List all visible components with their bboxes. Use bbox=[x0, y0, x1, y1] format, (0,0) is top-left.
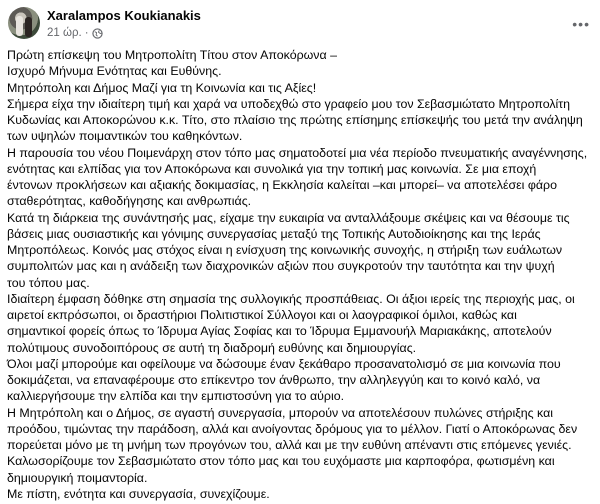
more-options-icon[interactable]: ••• bbox=[572, 16, 590, 32]
post-text-line: πολύτιμους συνοδοιπόρους σε αυτή τη διαδρομή ευθύνης και δημιουργίας. bbox=[7, 340, 417, 355]
post-text-line: καλλιεργήσουμε την ελπίδα και την εμπιστοσύνη για το αύριο. bbox=[7, 389, 345, 404]
author-avatar[interactable] bbox=[8, 7, 40, 39]
post-text-line: σημαντικοί φορείς όπως το Ίδρυμα Αγίας Σοφίας και το Ίδρυμα Εμμανουήλ Μαριακάκης, αποτελούν bbox=[7, 324, 552, 339]
post-text-line: Ιδιαίτερη έμφαση δόθηκε στη σημασία της συλλογικής προσπάθειας. Οι άξιοι ιερείς της περιοχής μας, οι bbox=[7, 291, 575, 306]
post-meta bbox=[47, 27, 103, 39]
post-time[interactable]: 21 ώρ. bbox=[47, 27, 82, 39]
post-text-line: αιρετοί εκπρόσωποι, οι δραστήριοι Πολιτιστικοί Σύλλογοι και οι λαογραφικοί όμιλοι, καθώς και bbox=[7, 308, 517, 322]
post-text bbox=[7, 47, 587, 502]
post-text-line: Μητρόπολη και Δήμος Μαζί για τη Κοινωνία και τις Αξίες! bbox=[7, 80, 317, 95]
post-text-line: Η Μητρόπολη και ο Δήμος, σε αγαστή συνεργασία, μπορούν να αποτελέσουν πυλώνες στήριξης και bbox=[7, 405, 554, 420]
post-text-line: δοκιμάζεται, να επαναφέρουμε στο επίκεντρο τον άνθρωπο, την αλληλεγγύη και το κοινό καλό, να bbox=[7, 373, 541, 387]
post-text-line: των υψηλών ποιμαντικών του καθηκόντων. bbox=[7, 129, 243, 144]
post-text-line: συμπολιτών μας και η ανάδειξη των διαχρονικών αξιών που συγκροτούν την ταυτότητα και την ψυχή bbox=[7, 259, 555, 274]
post-text-line: Όλοι μαζί μπορούμε και οφείλουμε να δώσουμε έναν ξεκάθαρο προσανατολισμό σε μια κοινωνία που bbox=[7, 356, 561, 371]
post-text-line: έντονων προκλήσεων και αξιακής δοκιμασίας, η Εκκλησία καλείται –και μπορεί– να αποτελέσει φάρο bbox=[7, 178, 557, 192]
author-name[interactable]: Xaralampos Koukianakis bbox=[47, 8, 201, 23]
meta-separator: · bbox=[84, 27, 89, 39]
post-text-line: Μητροπόλεως. Κοινός μας στόχος είναι η ενίσχυση της κοινωνικής συνοχής, η στήριξη των ευάλωτων bbox=[7, 243, 563, 257]
post-text-line: Κυδωνίας και Αποκορώνου κ.κ. Τίτο, στο πλαίσιο της πρώτης επίσημης επίσκεψής του μετά την ανάληψη bbox=[7, 113, 583, 127]
post-text-line: Κατά τη διάρκεια της συνάντησής μας, είχαμε την ευκαιρία να ανταλλάξουμε σκέψεις και να θέσουμε τις bbox=[7, 210, 570, 225]
post-text-line: του τόπου μας. bbox=[7, 275, 90, 290]
post-text-line: Πρώτη επίσκεψη του Μητροπολίτη Τίτου στον Αποκόρωνα – bbox=[7, 48, 338, 62]
post-text-line: πορεύεται μόνο με τη μνήμη των προγόνων του, αλλά και με την ευθύνη απέναντι στις επόμενες γενιές. bbox=[7, 438, 572, 452]
post-text-line: Με πίστη, ενότητα και συνεργασία, συνεχίζουμε. bbox=[7, 486, 270, 501]
post-text-line: Καλωσορίζουμε τον Σεβασμιώτατο στον τόπο μας και του ευχόμαστε μια καρποφόρα, φωτισμένη και bbox=[7, 454, 555, 469]
post-text-line: δημιουργική ποιμαντορία. bbox=[7, 470, 148, 485]
post-text-line: Η παρουσία του νέου Ποιμενάρχη στον τόπο μας σηματοδοτεί μια νέα περίοδο πνευματικής αναγέννησης, bbox=[7, 145, 588, 160]
post-text-line: Ισχυρό Μήνυμα Ενότητας και Ευθύνης. bbox=[7, 64, 222, 79]
globe-icon bbox=[92, 28, 103, 39]
post-text-line: βάσεις μιας ουσιαστικής και γόνιμης συνεργασίας μεταξύ της Τοπικής Αυτοδιοίκησης και της Ιεράς bbox=[7, 226, 541, 241]
post-text-line: προόδου, τιμώντας την παράδοση, αλλά και ανοίγοντας δρόμους για το μέλλον. Γιατί ο Αποκόρωνας δεν bbox=[7, 421, 578, 436]
post-text-line: Σήμερα είχα την ιδιαίτερη τιμή και χαρά να υποδεχθώ στο γραφείο μου τον Σεβασμιώτατο Μητροπολίτη bbox=[7, 96, 571, 111]
post-text-line: ενότητας και ελπίδας για τον Αποκόρωνα και συνολικά για την τοπική μας κοινωνία. Σε μια εποχή bbox=[7, 161, 537, 176]
post-text-line: σταθερότητας, καθοδήγησης και ανθρωπιάς. bbox=[7, 194, 252, 209]
